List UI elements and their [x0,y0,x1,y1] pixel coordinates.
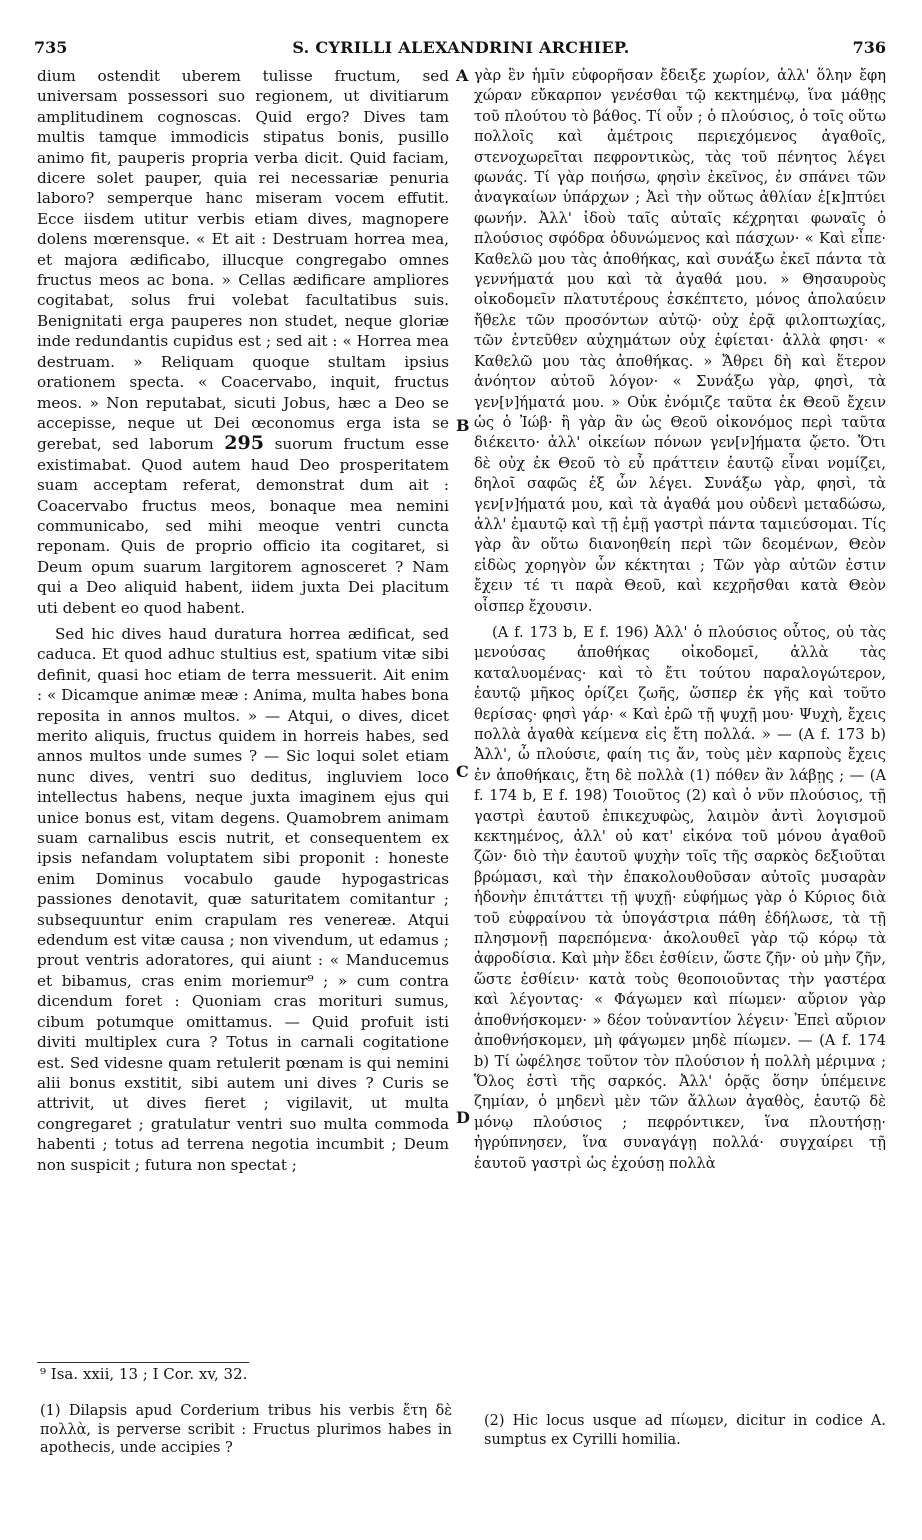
latin-column [37,66,449,1177]
latin-paragraph-1-part-1: dium ostendit uberem tulisse fructum, sed universam possessori suo regionem, ut divitiarum amplitudinem cognoscas. Quid ergo? Dives tam multis tamque immodicis stipatus bonis, pusillo animo fit, pauperis propria verba dicit. Quid faciam, dicere solet pauper, quia rei necessariæ penuria laboro? semperque hanc miseram vocem effutit. Ecce iisdem utitur verbis etiam dives, magnopere dolens mœrensque. « Et ait : Destruam horrea mea, et majora ædificabo, illucque congregabo omnes fructus meos ac bona. » Cellas ædificare ampliores cogitabat, solus frui volebat facultatibus suis. Benignitati erga pauperes non studet, neque gloriæ inde redundantis cupidus est ; sed ait : « Horrea mea destruam. » Reliquam quoque stultam ipsius orationem specta. « Coacervabo, inquit, fructus meos. » Non reputabat, sicuti Jobus, hæc a Deo se accepisse, neque ut Dei œconomus erga ista se gerebat, sed laborum [37,67,449,454]
footnote-1: (1) Dilapsis apud Corderium tribus his verbis ἔτη δὲ πολλὰ, is perverse scribit : Fructus plurimos habes in apothecis, unde accipies ? [40,1403,452,1456]
latin-paragraph-1-part-2: suorum fructum esse existimabat. Quod autem haud Deo prosperitatem suam acceptam referat, demonstrat dum ait : Coacervabo fructus meos, bonaque mea nemini communicabo, sed mihi meoque ventri cuncta reponam. Quis de proprio officio ita cogitaret, si Deum opum suarum largitorem agnosceret ? Nam qui a Deo aliquid habent, iidem juxta Dei placitum uti debent eo quod habent. [37,435,449,617]
footnote-divider [37,1362,249,1363]
margin-mark-b: B [456,416,470,435]
inline-page-number: 295 [224,432,264,455]
greek-column [474,66,886,1176]
greek-paragraph-2: (A f. 173 b, E f. 196) Ἀλλ' ὁ πλούσιος οὗτος, οὐ τὰς μενούσας ἀποθήκας οἰκοδομεῖ, ἀλλὰ τὰς καταλυομένας· καὶ τὸ ἔτι τούτου παραλογώτερον, ἑαυτῷ μῆκος ὁρίζει ζωῆς, ὥσπερ ἐκ γῆς καὶ τοῦτο θερίσας· φησὶ γάρ· « Καὶ ἐρῶ τῇ ψυχῇ μου· Ψυχὴ, ἔχεις πολλὰ ἀγαθὰ κείμενα εἰς ἔτη πολλά. » — (A f. 173 b) Ἀλλ', ὦ πλούσιε, φαίη τις ἄν, τοὺς μὲν καρποὺς ἔχεις ἐν ἀποθήκαις, ἔτη δὲ πολλὰ (1) πόθεν ἂν λάβῃς ; — (A f. 174 b, E f. 198) Τοιοῦτος (2) καὶ ὁ νῦν πλούσιος, τῇ γαστρὶ ἑαυτοῦ ἐπικεχυφὼς, λαιμὸν ἀντὶ λογισμοῦ κεκτημένος, ἀλλ' οὐ κατ' εἰκόνα τοῦ μόνου ἀγαθοῦ ζῶν· διὸ τὴν ἑαυτοῦ ψυχὴν τοῖς τῆς σαρκὸς δεξιοῦται βρώμασι, καὶ τὴν ἐπακολουθοῦσαν αὐτοῖς μυσαρὰν ἡδονὴν ἐπιτάττει τῇ ψυχῇ· εὐφήμως γὰρ ὁ Κύριος διὰ τοῦ εὐφραίνου τὰ ὑπογάστρια πάθη ἐδήλωσε, τὰ τῇ πλησμονῇ παρεπόμενα· ἀκολουθεῖ γὰρ τῷ κόρῳ τὰ ἀφροδίσια. Καὶ μὴν ἔδει ἐσθίειν, ὥστε ζῆν· οὐ μὴν ζῆν, ὥστε ἐσθίειν· κατὰ τοὺς θεοποιοῦντας τὴν γαστέρα καὶ λέγοντας· « Φάγωμεν καὶ πίωμεν· αὔριον γὰρ ἀποθνήσκομεν· » δέον τοὐναντίον λέγειν· Ἐπεὶ αὔριον ἀποθνήσκομεν, μὴ φάγωμεν μηδὲ πίωμεν. — (A f. 174 b) Τί ὠφέλησε τοῦτον τὸν πλούσιον ἡ πολλὴ μέριμνα ; Ὅλος ἐστὶ τῆς σαρκός. Ἀλλ' ὁρᾷς ὅσην ὑπέμεινε ζημίαν, ὁ μηδενὶ μὲν τῶν ἄλλων ἀγαθὸς, ἑαυτῷ δὲ μόνῳ πλούσιος ; πεφρόντικεν, ἵνα πλουτήσῃ· ἠγρύπνησεν, ἵνα συναγάγῃ πολλά· συγχαίρει τῇ ἑαυτοῦ γαστρὶ ὡς ἐχούσῃ πολλὰ [474,623,886,1172]
greek-paragraph-1: γὰρ ἓν ἡμῖν εὐφορῆσαν ἔδειξε χωρίον, ἀλλ' ὅλην ἔφη χώραν εὔκαρπον γενέσθαι τῷ κεκτημένῳ, ἵνα μάθῃς τοῦ πλούτου τὸ βάθος. Τί οὖν ; ὁ πλούσιος, ὁ τοῖς οὕτω πολλοῖς καὶ ἀμέτροις περιεχόμενος ἀγαθοῖς, στενοχωρεῖται πεφροντικὼς, τὰς τοῦ πένητος λέγει φωνάς. Τί γὰρ ποιήσω, φησὶν ἐκεῖνος, ἐν σπάνει τῶν ἀναγκαίων ὑπάρχων ; Ἀεὶ τὴν οὕτως ἀθλίαν ἐ[κ]πτύει φωνήν. Ἀλλ' ἰδοὺ ταῖς αὐταῖς κέχρηται φωναῖς ὁ πλούσιος σφόδρα ὀδυνώμενος καὶ πάσχων· « Καὶ εἶπε· Καθελῶ μου τὰς ἀποθήκας, καὶ συνάξω ἐκεῖ πάντα τὰ γεννήματά μου καὶ τὰ ἀγαθά μου. » Θησαυροὺς οἰκοδομεῖν πλατυτέρους ἐσκέπτετο, μόνος ἀπολαύειν ἤθελε τῶν προσόντων αὐτῷ· οὐχ ἐρᾷ φιλοπτωχίας, τῶν ἐντεῦθεν αὐχημάτων οὐχ ἐφίεται· ἀλλὰ φησι· « Καθελῶ μου τὰς ἀποθήκας. » Ἄθρει δὴ καὶ ἕτερον ἀνόητον αὐτοῦ λόγον· « Συνάξω γὰρ, φησὶ, τὰ γεν[ν]ήματά μου. » Οὐκ ἐνόμιζε ταῦτα ἐκ Θεοῦ ἔχειν ὡς ὁ Ἰώβ· ἢ γὰρ ἂν ὡς Θεοῦ οἰκονόμος περὶ ταῦτα διέκειτο· ἀλλ' οἰκείων πόνων γεν[ν]ήματα ᾤετο. Ὅτι δὲ οὐχ ἐκ Θεοῦ τὸ εὖ πράττειν ἑαυτῷ εἶναι νομίζει, δηλοῖ σαφῶς ἐξ ὧν λέγει. Συνάξω γὰρ, φησὶ, τὰ γεν[ν]ήματά μου, καὶ τὰ ἀγαθά μου οὐδενὶ μεταδώσω, ἀλλ' ἐμαυτῷ καὶ τῇ ἐμῇ γαστρὶ πάντα ταμιεύσομαι. Τίς γὰρ ἂν οὕτω διανοηθείη περὶ τῶν δεομένων, Θεὸν εἰδὼς χορηγὸν ὧν κέκτηται ; Τῶν γὰρ αὐτῶν ἐστιν ἔχειν τέ τι παρὰ Θεοῦ, καὶ κεχρῆσθαι κατὰ Θεὸν οἷσπερ ἔχουσιν. [474,67,886,615]
latin-paragraph-2: Sed hic dives haud duratura horrea ædificat, sed caduca. Et quod adhuc stultius est, spatium vitæ sibi definit, quasi hoc etiam de terra messuerit. Ait enim : « Dicamque animæ meæ : Anima, multa habes bona reposita in annos multos. » — Atqui, o dives, dicet merito aliquis, fructus quidem in horreis habes, sed annos multos unde sumes ? — Sic loqui solet etiam nunc dives, ventri suo deditus, ingluviem loco intellectus habens, neque juxta imaginem ejus qui unice bonus est, vitam degens. Quamobrem animam suam carnalibus escis nutrit, et consequentem ex ipsis nefandam voluptatem sibi proponit : honeste enim Dominus vocabulo gaude hypogastricas passiones denotavit, quæ saturitatem comitantur ; subsequuntur enim crapulam res venereæ. Atqui edendum est vitæ causa ; non vivendum, ut edamus ; prout ventris adoratores, qui aiunt : « Manducemus et bibamus, cras enim moriemur⁹ ; » cum contra dicendum foret : Quoniam cras morituri sumus, cibum potumque omittamus. — Quid profuit isti diviti multiplex cura ? Totus in carnali cogitatione est. Sed videsne quam retulerit pœnam is qui nemini alii bonus exstitit, sibi autem uni dives ? Curis se attrivit, ut dives fieret ; vigilavit, ut multa congregaret ; gratulatur ventri suo multa commoda habenti ; totus ad terrena negotia incumbit ; Deum non suspicit ; futura non spectat ; [37,624,449,1174]
footnote-bible-reference: ⁹ Isa. xxii, 13 ; I Cor. xv, 32. [40,1365,248,1383]
margin-mark-c: C [456,762,469,781]
latin-paragraph-1 [37,66,449,618]
footnote-2: (2) Hic locus usque ad πίωμεν, dicitur in codice A. sumptus ex Cyrilli homilia. [484,1413,886,1448]
margin-mark-d: D [456,1108,470,1127]
page-number-right: 736 [852,38,886,57]
running-head-title: S. CYRILLI ALEXANDRINI ARCHIEP. [292,38,630,57]
page-number-left: 735 [34,38,68,57]
margin-mark-a: A [456,66,469,85]
